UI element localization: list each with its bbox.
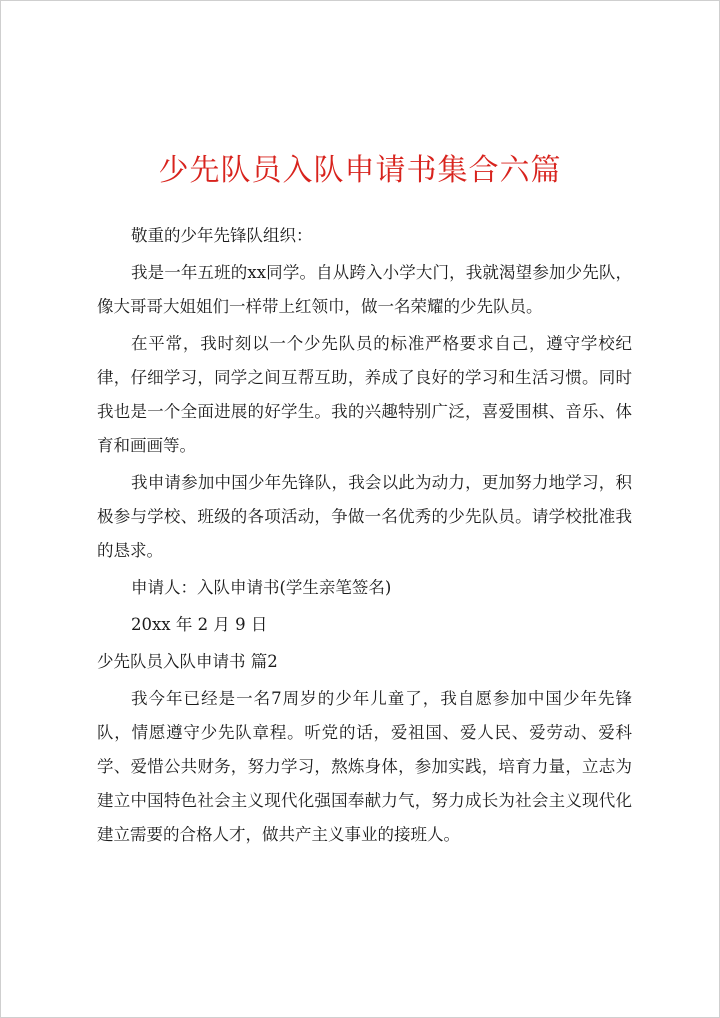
signature-line: 申请人：入队申请书(学生亲笔签名) bbox=[131, 578, 392, 597]
paragraph-1: 我是一年五班的xx同学。自从跨入小学大门，我就渴望参加少先队，像大哥哥大姐姐们一样带上红领巾，做一名荣耀的少先队员。 bbox=[97, 263, 632, 316]
section-2-paragraph: 我今年已经是一名7周岁的少年儿童了，我自愿参加中国少年先锋队，情愿遵守少先队章程。听党的话，爱祖国、爱人民、爱劳动、爱科学、爱惜公共财务，努力学习，熬炼身体，参加实践，培育力量，立志为建立中国特色社会主义现代化强国奉献力气，努力成长为社会主义现代化建立需要的合格人才，做共产主义事业的接班人。 bbox=[97, 689, 632, 844]
document-title: 少先队员入队申请书集合六篇 bbox=[158, 153, 562, 188]
paragraph-2: 在平常，我时刻以一个少先队员的标准严格要求自己，遵守学校纪律，仔细学习，同学之间互帮互助，养成了良好的学习和生活习惯。同时我也是一个全面进展的好学生。我的兴趣特别广泛，喜爱围棋、音乐、体育和画画等。 bbox=[97, 334, 632, 455]
document-body bbox=[97, 219, 632, 852]
section-2-heading: 少先队员入队申请书 篇2 bbox=[97, 652, 278, 671]
salutation: 敬重的少年先锋队组织： bbox=[131, 226, 313, 245]
paragraph-3: 我申请参加中国少年先锋队，我会以此为动力，更加努力地学习，积极参与学校、班级的各项活动，争做一名优秀的少先队员。请学校批准我的恳求。 bbox=[97, 473, 632, 560]
date-line: 20xx 年 2 月 9 日 bbox=[131, 615, 268, 634]
